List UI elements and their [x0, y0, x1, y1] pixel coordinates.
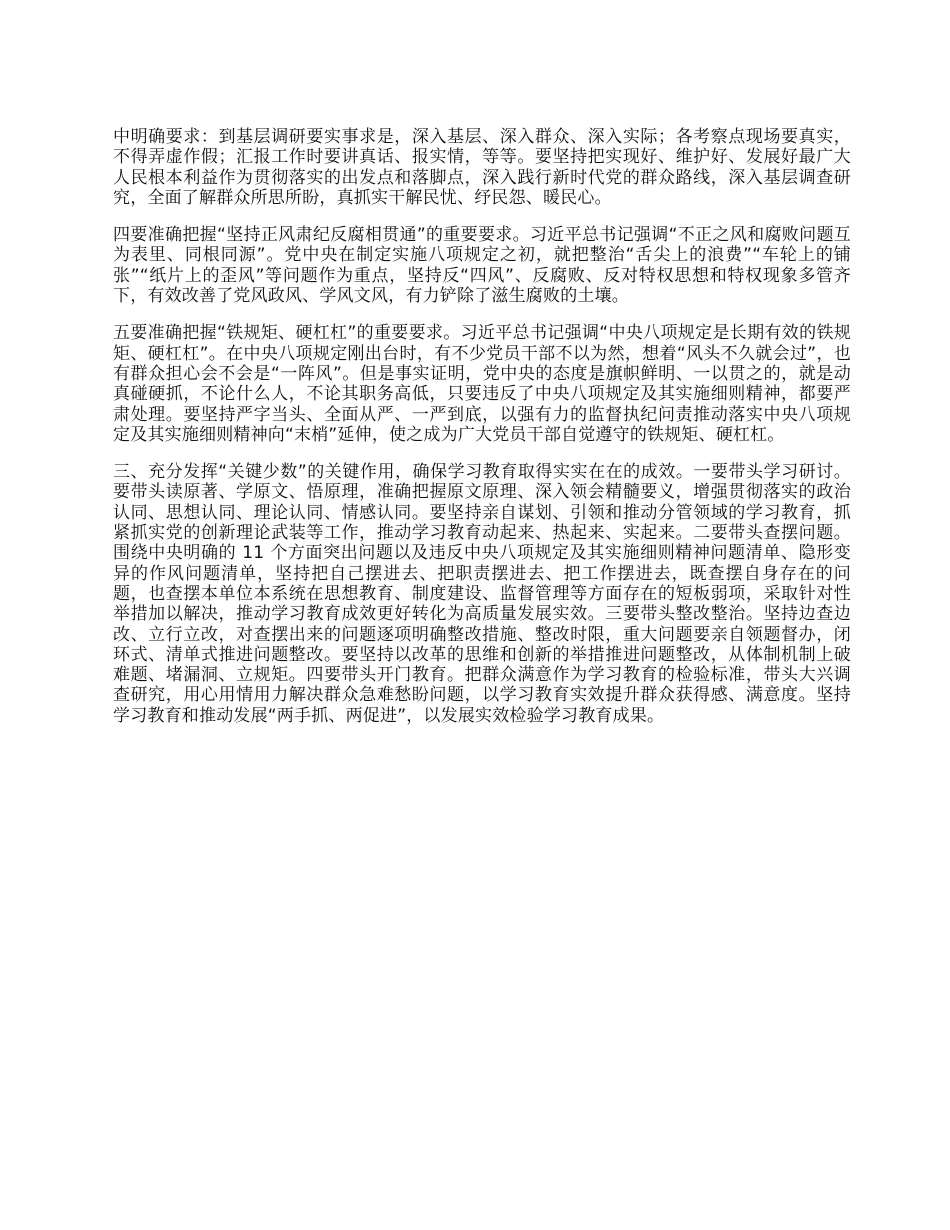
paragraph-2: 四要准确把握“坚持正风肃纪反腐相贯通”的重要要求。习近平总书记强调“不正之风和腐败问题互为表里、同根同源”。党中央在制定实施八项规定之初，就把整治“舌尖上的浪费”“车轮上的铺张”“纸片上的歪风”等问题作为重点，坚持反“四风”、反腐败、反对特权思想和特权现象多管齐下，有效改善了党风政风、学风文风，有力铲除了滋生腐败的土壤。 [113, 225, 851, 307]
paragraph-4: 三、充分发挥“关键少数”的关键作用，确保学习教育取得实实在在的成效。一要带头学习研讨。要带头读原著、学原文、悟原理，准确把握原文原理、深入领会精髓要义，增强贯彻落实的政治认同、思想认同、理论认同、情感认同。要坚持亲自谋划、引领和推动分管领域的学习教育，抓紧抓实党的创新理论武装等工作，推动学习教育动起来、热起来、实起来。二要带头查摆问题。围绕中央明确的 11 个方面突出问题以及违反中央八项规定及其实施细则精神问题清单、隐形变异的作风问题清单，坚持把自己摆进去、把职责摆进去、把工作摆进去，既查摆自身存在的问题，也查摆本单位本系统在思想教育、制度建设、监督管理等方面存在的短板弱项，采取针对性举措加以解决，推动学习教育成效更好转化为高质量发展实效。三要带头整改整治。坚持边查边改、立行立改，对查摆出来的问题逐项明确整改措施、整改时限，重大问题要亲自领题督办，闭环式、清单式推进问题整改。要坚持以改革的思维和创新的举措推进问题整改，从体制机制上破难题、堵漏洞、立规矩。四要带头开门教育。把群众满意作为学习教育的检验标准，带头大兴调查研究，用心用情用力解决群众急难愁盼问题，以学习教育实效提升群众获得感、满意度。坚持学习教育和推动发展“两手抓、两促进”，以发展实效检验学习教育成果。 [113, 462, 851, 726]
paragraph-3: 五要准确把握“铁规矩、硬杠杠”的重要要求。习近平总书记强调“中央八项规定是长期有效的铁规矩、硬杠杠”。在中央八项规定刚出台时，有不少党员干部不以为然，想着“风头不久就会过”，也有群众担心会不会是“一阵风”。但是事实证明，党中央的态度是旗帜鲜明、一以贯之的，就是动真碰硬抓，不论什么人，不论其职务高低，只要违反了中央八项规定及其实施细则精神，都要严肃处理。要坚持严字当头、全面从严、一严到底，以强有力的监督执纪问责推动落实中央八项规定及其实施细则精神向“末梢”延伸，使之成为广大党员干部自觉遵守的铁规矩、硬杠杠。 [113, 323, 851, 445]
document-page [113, 127, 851, 743]
paragraph-1: 中明确要求：到基层调研要实事求是，深入基层、深入群众、深入实际；各考察点现场要真实，不得弄虚作假；汇报工作时要讲真话、报实情，等等。要坚持把实现好、维护好、发展好最广大人民根本利益作为贯彻落实的出发点和落脚点，深入践行新时代党的群众路线，深入基层调查研究，全面了解群众所思所盼，真抓实干解民忧、纾民怨、暖民心。 [113, 127, 851, 208]
